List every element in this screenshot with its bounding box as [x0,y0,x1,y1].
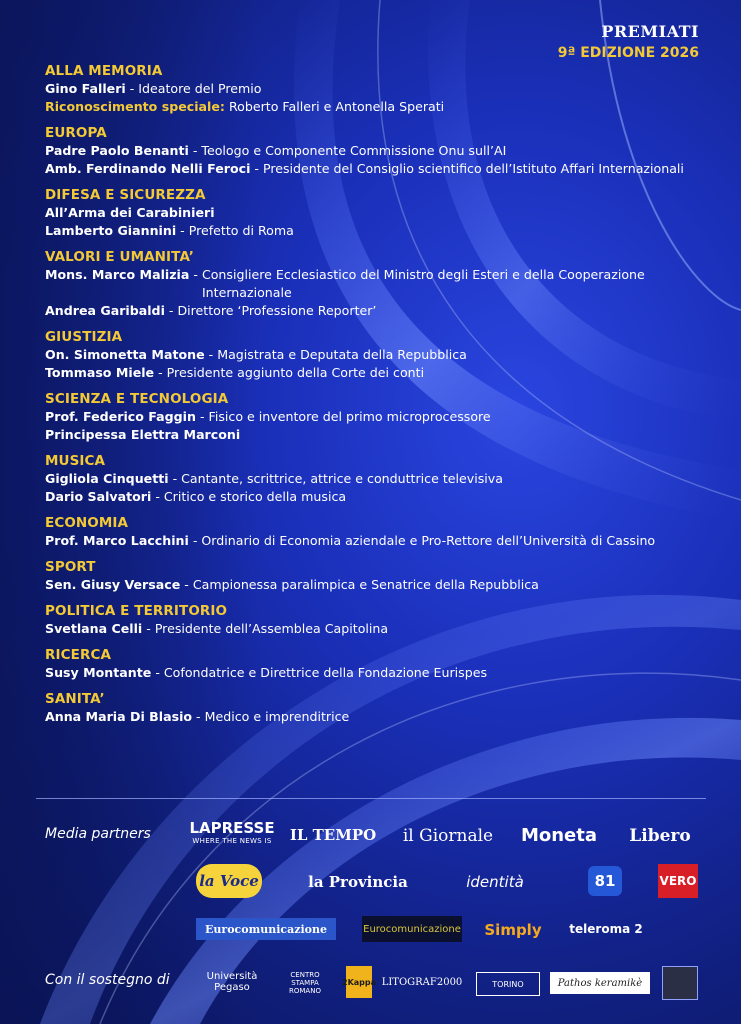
header [558,22,699,61]
logo-text: Simply [484,921,542,939]
logo-text: IL TEMPO [289,826,377,844]
awardee-name: Tommaso Miele [45,365,155,380]
logo-text: LAPRESSE [189,819,275,837]
award-entry: Svetlana Celli - Presidente dell’Assemblea Capitolina [45,621,389,636]
media-partner-logo [196,918,336,940]
special-recognition-label: Riconoscimento speciale: [45,99,225,114]
awardee-description: Campionessa paralimpica e Senatrice della Repubblica [192,577,539,592]
awardee-name: Anna Maria Di Blasio [45,709,193,724]
awardee-description: Presidente del Consiglio scientifico dell’Istituto Affari Internazionali [262,161,684,176]
awards-list [45,62,715,734]
media-partner-logo [588,866,622,896]
header-title: PREMIATI [601,22,699,41]
logo-text: 81 [594,872,616,890]
media-partner-logo [196,864,262,898]
logo-text: la Voce [199,872,259,890]
logo-text: Libero [629,826,691,846]
section-title: VALORI E UMANITA’ [45,249,194,265]
media-partner-logo [480,918,546,942]
award-entry: Gino Falleri - Ideatore del Premio [45,81,262,96]
support-label: Con il sostegno di [45,972,170,988]
awardee-description: Roberto Falleri e Antonella Sperati [228,99,445,114]
awardee-description: Prefetto di Roma [188,223,294,238]
logo-text: VERO [659,874,697,888]
awardee-name: Gigliola Cinquetti [45,471,169,486]
awardee-name: Prof. Federico Faggin [45,409,196,424]
award-section [45,124,715,178]
media-partner-logo [396,824,500,848]
awardee-description: Fisico e inventore del primo microprocessore [208,409,491,424]
section-title: SANITA’ [45,691,105,707]
awardee-description: Medico e imprenditrice [204,709,350,724]
awardee-description: Ideatore del Premio [138,81,262,96]
awardee-name: Prof. Marco Lacchini [45,533,189,548]
section-title: ECONOMIA [45,515,129,531]
section-title: EUROPA [45,125,107,141]
sponsor-logo [194,966,270,998]
sponsor-logo [476,972,540,996]
award-entry: Gigliola Cinquetti - Cantante, scrittrice, attrice e conduttrice televisiva [45,471,503,486]
award-entry: Lamberto Giannini - Prefetto di Roma [45,223,294,238]
awardee-name: On. Simonetta Matone [45,347,205,362]
awardee-description: Ordinario di Economia aziendale e Pro-Rettore dell’Università di Cassino [201,533,656,548]
awardee-name: Lamberto Giannini [45,223,177,238]
awardee-description: Magistrata e Deputata della Repubblica [217,347,467,362]
logo-text: Eurocomunicazione [363,923,461,935]
logo-text: LITOGRAF2000 [381,976,463,988]
section-title: RICERCA [45,647,111,663]
media-partner-logo [362,916,462,942]
awardee-name: Susy Montante [45,665,152,680]
awardee-description: Consigliere Ecclesiastico del Ministro degli Esteri e della Cooperazione Internazionale [201,267,645,300]
media-partners-label: Media partners [45,826,151,842]
logo-text: Università Pegaso [206,971,258,993]
awardee-description: Presidente dell’Assemblea Capitolina [154,621,389,636]
section-title: GIUSTIZIA [45,329,123,345]
media-partner-logo [189,819,275,850]
awardee-name: Gino Falleri [45,81,126,96]
awardee-description: Presidente aggiunto della Corte dei conti [166,365,425,380]
logo-subtext: WHERE THE NEWS IS [192,837,272,845]
awardee-description: Cofondatrice e Direttrice della Fondazione Eurispes [163,665,488,680]
media-partner-logo [442,870,548,894]
logo-text: TORINO [492,979,524,989]
award-entry: Dario Salvatori - Critico e storico della musica [45,489,347,504]
media-partner-logo [306,870,410,894]
award-section [45,186,715,240]
footer-divider [36,798,706,799]
awardee-name: Amb. Ferdinando Nelli Feroci [45,161,251,176]
award-entry [45,204,715,222]
sponsor-logo [342,966,377,998]
award-section [45,514,715,550]
sponsor-logo [382,972,462,992]
award-section [45,452,715,506]
logo-text: Pathos keramikè [557,977,643,989]
award-entry: Prof. Federico Faggin - Fisico e inventore del primo microprocessore [45,409,491,424]
award-section [45,62,715,116]
section-title: DIFESA E SICUREZZA [45,187,206,203]
award-section [45,390,715,444]
header-edition: 9ª EDIZIONE 2026 [557,45,699,61]
section-title: SPORT [45,559,96,575]
award-entry: Padre Paolo Benanti - Teologo e Componente Commissione Onu sull’AI [45,143,507,158]
award-entry [45,426,715,444]
award-entry: Mons. Marco Malizia - Consigliere Ecclesiastico del Ministro degli Esteri e della Cooperazione Internazionale [45,266,715,302]
award-section [45,602,715,638]
awardee-name: Dario Salvatori [45,489,152,504]
section-title: POLITICA E TERRITORIO [45,603,228,619]
logo-text: la Provincia [308,873,408,891]
awardee-name: Padre Paolo Benanti [45,143,189,158]
award-entry: Susy Montante - Cofondatrice e Direttrice della Fondazione Eurispes [45,665,488,680]
award-section [45,558,715,594]
section-title: MUSICA [45,453,106,469]
award-section [45,690,715,726]
logo-text: identità [466,873,524,891]
awardee-name: Andrea Garibaldi [45,303,165,318]
logo-text: il Giornale [402,826,494,846]
section-title: SCIENZA E TECNOLOGIA [45,391,229,407]
logo-text: teleroma 2 [569,922,643,936]
awardee-name: Svetlana Celli [45,621,143,636]
award-section [45,646,715,682]
award-entry [45,98,715,116]
awardee-name: Mons. Marco Malizia [45,267,190,282]
media-partner-logo [622,825,698,847]
sponsor-logo [550,972,650,994]
awardee-name: All’Arma dei Carabinieri [45,205,215,220]
award-entry: Sen. Giusy Versace - Campionessa paralimpica e Senatrice della Repubblica [45,577,539,592]
award-entry: Amb. Ferdinando Nelli Feroci - Presidente del Consiglio scientifico dell’Istituto Affari Internazionali [45,161,684,176]
awardee-name: Principessa Elettra Marconi [45,427,241,442]
section-title: ALLA MEMORIA [45,63,163,79]
awardee-name: Sen. Giusy Versace [45,577,181,592]
award-section [45,248,715,320]
sponsor-logo [280,968,330,998]
logo-text: Eurocomunicazione [205,922,327,936]
award-entry: On. Simonetta Matone - Magistrata e Deputata della Repubblica [45,347,467,362]
awardee-description: Direttore ‘Professione Reporter’ [177,303,377,318]
sponsor-logo [662,966,698,1000]
award-entry: Anna Maria Di Blasio - Medico e imprenditrice [45,709,350,724]
award-entry: Tommaso Miele - Presidente aggiunto della Corte dei conti [45,365,425,380]
award-entry: Prof. Marco Lacchini - Ordinario di Economia aziendale e Pro-Rettore dell’Università di Cassino [45,533,656,548]
logo-text: 2Kappa [342,977,377,987]
awardee-description: Critico e storico della musica [163,489,347,504]
award-section [45,328,715,382]
awardee-description: Cantante, scrittrice, attrice e conduttrice televisiva [181,471,503,486]
award-entry: Andrea Garibaldi - Direttore ‘Professione Reporter’ [45,303,377,318]
logo-text: CENTRO STAMPA ROMANO [289,971,321,995]
awardee-description: Teologo e Componente Commissione Onu sull’AI [201,143,507,158]
media-partner-logo [516,823,602,847]
media-partner-logo [560,916,652,942]
logo-text: Moneta [520,824,598,846]
media-partner-logo [658,864,698,898]
media-partner-logo [290,824,376,846]
